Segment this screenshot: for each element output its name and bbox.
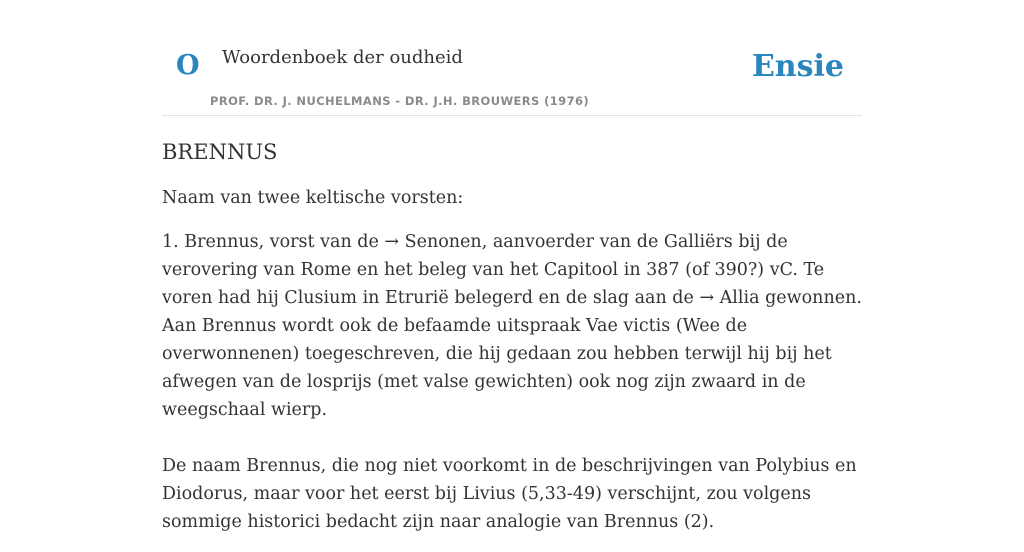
entry-content [162, 138, 862, 552]
entry-intro: Naam van twee keltische vorsten: [162, 188, 464, 209]
paragraph-text: gewonnen. Aan Brennus wordt ook de befaamde uitspraak Vae victis (Wee de overwonnenen) toegeschreven, die hij gedaan zou hebben terwijl hij bij het afwegen van de losprijs (met valse gewichten) ook nog zijn zwaard in de weegschaal wierp. [162, 288, 862, 421]
book-authors: PROF. DR. J. NUCHELMANS - DR. J.H. BROUWERS (1976) [210, 94, 590, 108]
letter-index-link[interactable]: O [176, 50, 200, 81]
ensie-logo-link[interactable]: Ensie [751, 49, 844, 84]
book-title-link[interactable]: Woordenboek der oudheid [222, 47, 463, 68]
entry-paragraph-2: De naam Brennus, die nog niet voorkomt in de beschrijvingen van Polybius en Diodorus, maar voor het eerst bij Livius (5,33-49) verschijnt, zou volgens sommige historici bedacht zijn naar analogie van Brennus (2). [162, 456, 857, 533]
paragraph-text: , aanvoerder van de Galliërs bij de verovering van Rome en het beleg van het Capitool in 387 (of 390?) vC. Te voren had hij Clusium in Etrurië belegerd en de slag aan de [162, 232, 825, 309]
paragraph-text: 1. Brennus, vorst van de [162, 232, 385, 253]
crossref-allia-link[interactable]: → Allia [699, 288, 760, 309]
crossref-senonen-link[interactable]: → Senonen [384, 232, 482, 253]
entry-paragraph-1 [162, 228, 862, 424]
entry-title: BRENNUS [162, 140, 278, 164]
header [162, 0, 862, 116]
